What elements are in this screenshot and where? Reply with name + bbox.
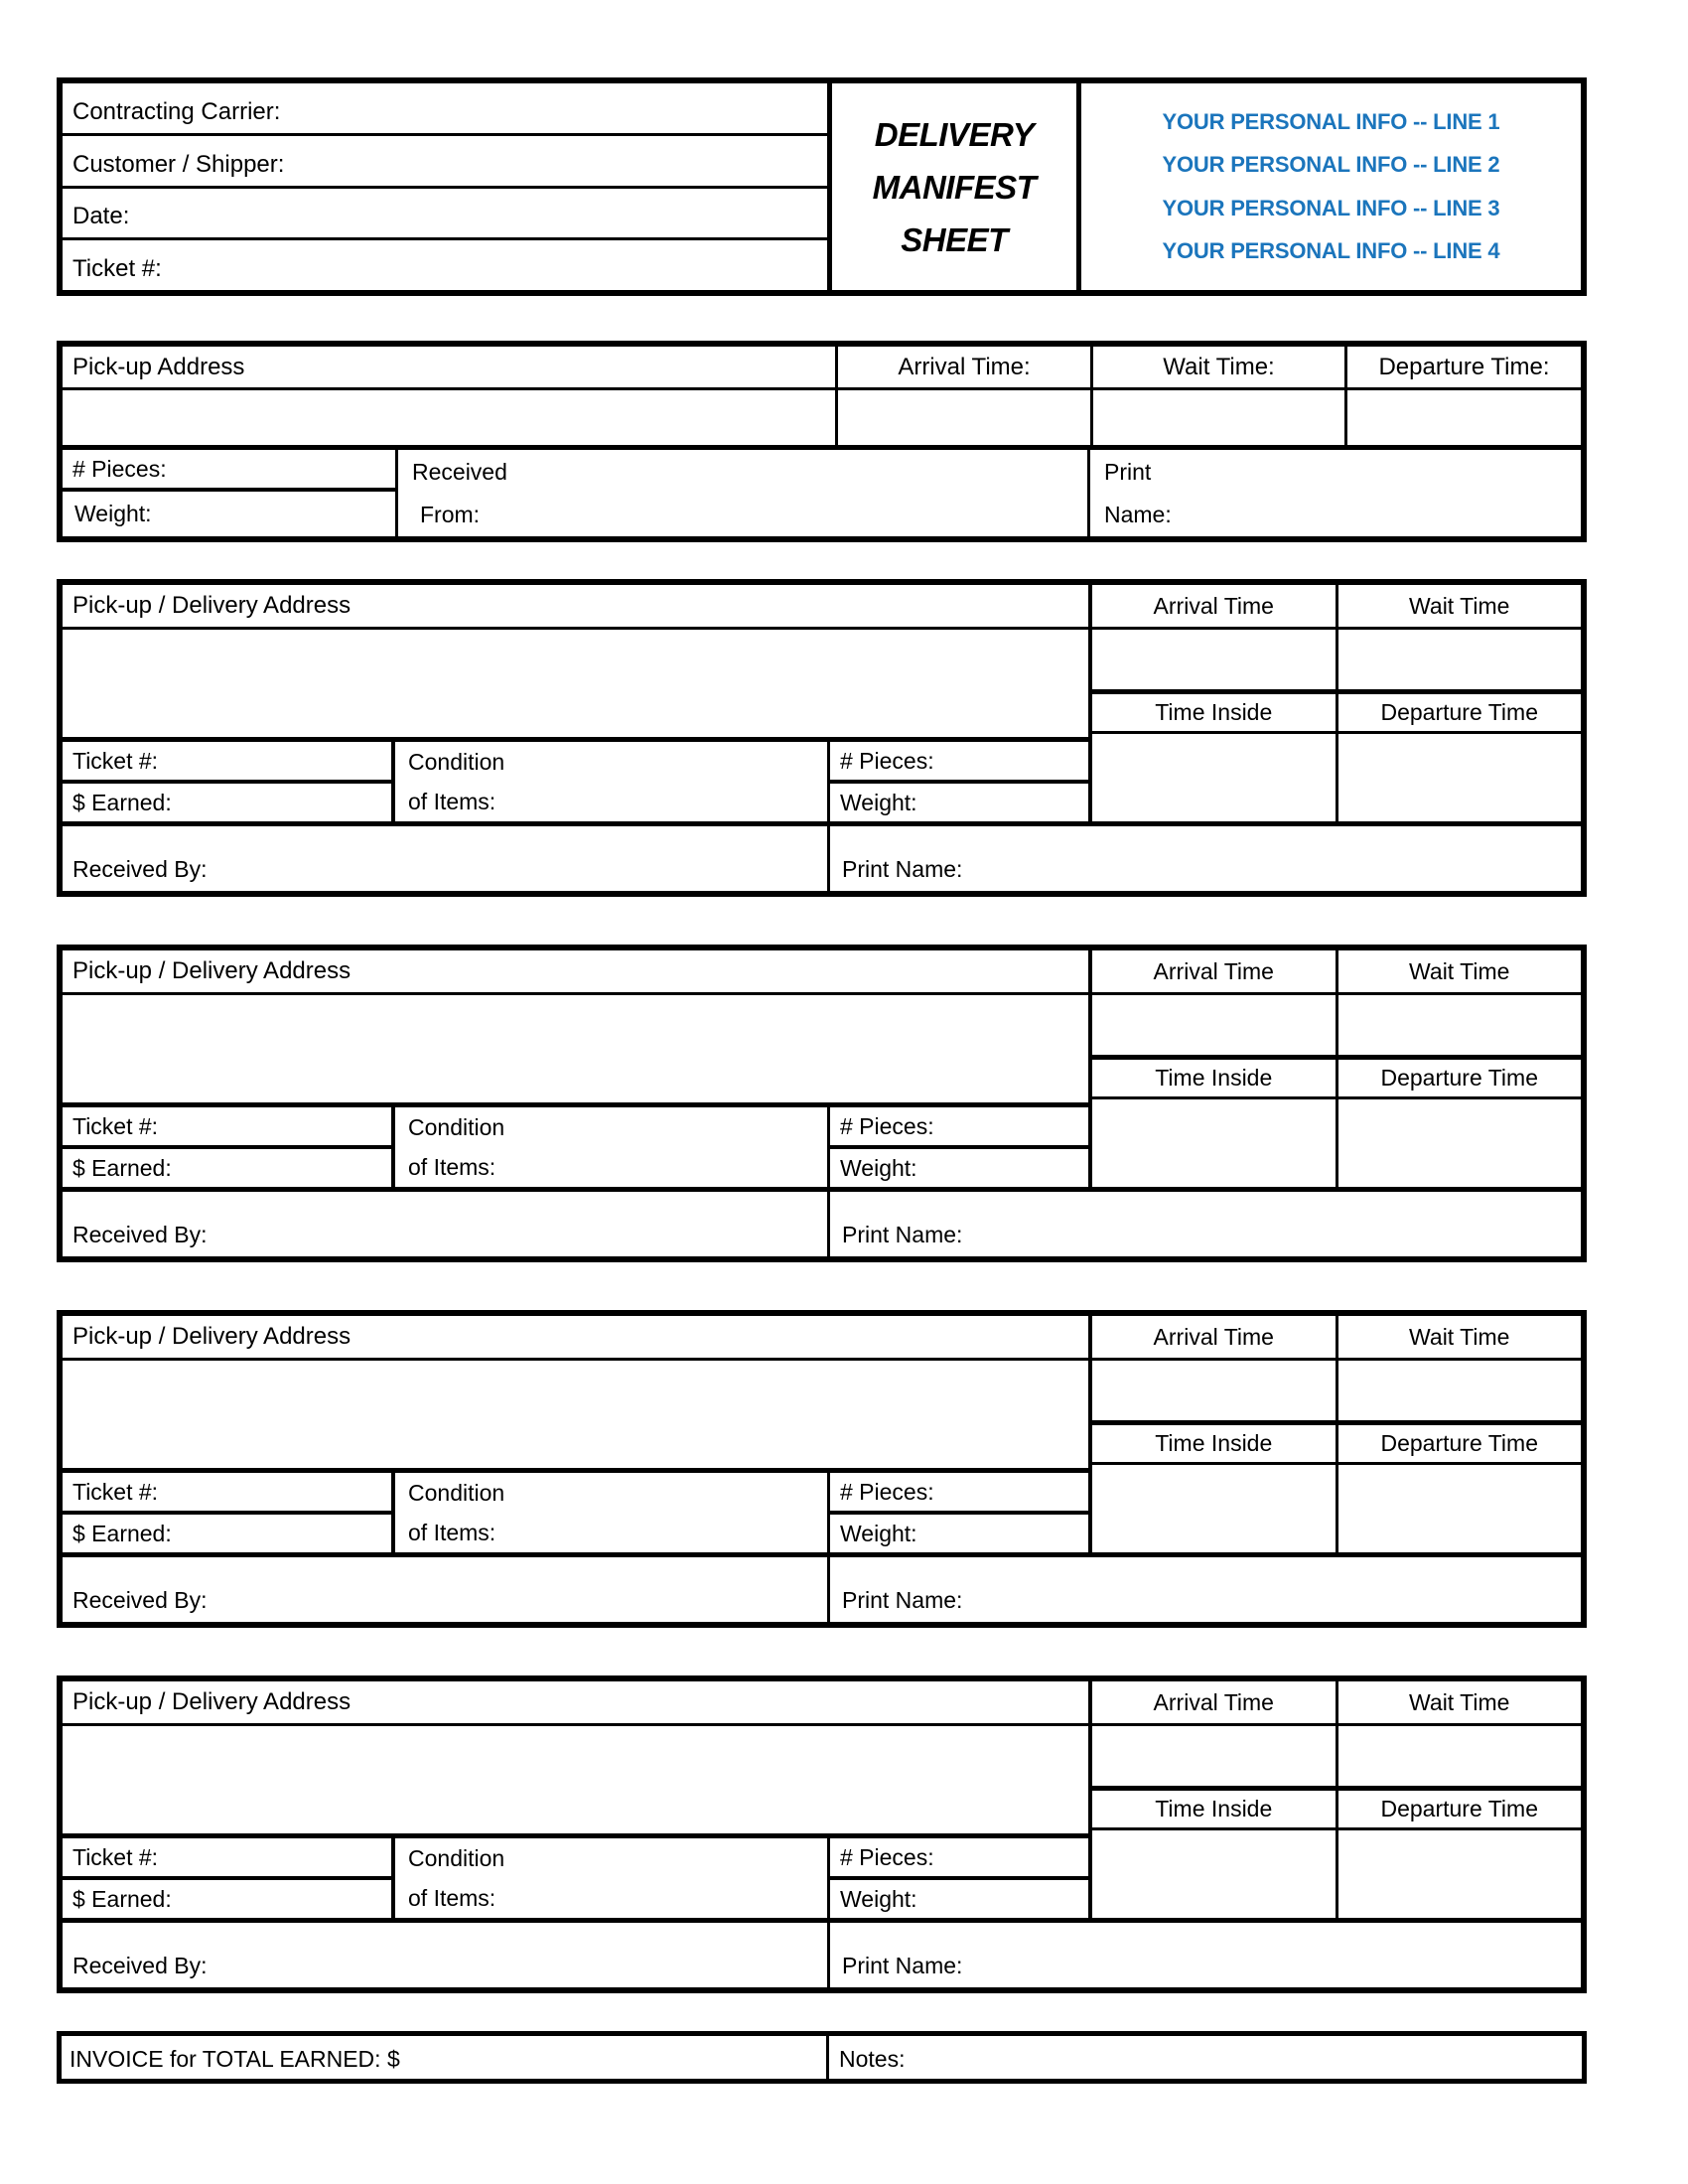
pieces-label: # Pieces: bbox=[830, 1473, 1088, 1515]
personal-info-line3: YOUR PERSONAL INFO -- LINE 3 bbox=[1162, 195, 1500, 220]
ticket-earned-cell bbox=[63, 1473, 395, 1552]
received-by-label: Received By: bbox=[63, 826, 830, 891]
condition-label-line2: of Items: bbox=[408, 1519, 496, 1545]
time-inside-fill-area[interactable] bbox=[1092, 1099, 1336, 1187]
received-by-label: Received By: bbox=[63, 1923, 830, 1987]
departure-time-header: Departure Time bbox=[1336, 694, 1582, 731]
form-title bbox=[832, 83, 1081, 290]
ticket-number-label: Ticket #: bbox=[63, 742, 391, 784]
weight-label: Weight: bbox=[840, 1520, 917, 1546]
delivery-section-1 bbox=[57, 579, 1587, 897]
form-title-line2: MANIFEST bbox=[872, 168, 1037, 206]
condition-of-items-cell bbox=[395, 1107, 830, 1187]
time-inside-fill-area[interactable] bbox=[1092, 1830, 1336, 1918]
weight-label: Weight: bbox=[840, 1154, 917, 1181]
departure-time-fill-area[interactable] bbox=[1336, 1099, 1582, 1187]
time-inside-header: Time Inside bbox=[1155, 1796, 1273, 1821]
pickup-section bbox=[57, 341, 1587, 542]
departure-time-header: Departure Time bbox=[1336, 1060, 1582, 1096]
condition-of-items-cell bbox=[395, 1473, 830, 1552]
ticket-earned-cell bbox=[63, 1838, 395, 1918]
arrival-time-fill-area[interactable] bbox=[1092, 1361, 1336, 1420]
weight-label: Weight: bbox=[840, 789, 917, 815]
condition-label-line1: Condition bbox=[408, 748, 505, 775]
pieces-weight-cell bbox=[63, 450, 398, 536]
pieces-label: # Pieces: bbox=[63, 450, 395, 492]
pieces-weight-cell bbox=[830, 742, 1088, 821]
delivery-address-fill-area[interactable] bbox=[63, 995, 1088, 1107]
wait-time-header: Wait Time bbox=[1336, 1316, 1582, 1358]
condition-label-line2: of Items: bbox=[408, 1884, 496, 1911]
pieces-label: # Pieces: bbox=[830, 1838, 1088, 1880]
arrival-time-header: Arrival Time bbox=[1153, 1323, 1274, 1350]
print-name-label: Print Name: bbox=[842, 1222, 963, 1247]
invoice-footer bbox=[57, 2031, 1587, 2084]
arrival-time-header: Arrival Time: bbox=[838, 347, 1090, 390]
delivery-section-body bbox=[63, 585, 1581, 821]
ticket-number-label: Ticket #: bbox=[63, 1107, 391, 1149]
wait-time-header: Wait Time: bbox=[1093, 347, 1344, 390]
customer-shipper-field[interactable]: Customer / Shipper: bbox=[63, 136, 827, 189]
form-header bbox=[57, 77, 1587, 296]
pieces-label: # Pieces: bbox=[830, 742, 1088, 784]
condition-label-line1: Condition bbox=[408, 1113, 505, 1140]
form-title-line3: SHEET bbox=[901, 220, 1008, 258]
condition-of-items-cell bbox=[395, 1838, 830, 1918]
form-title-line1: DELIVERY bbox=[874, 115, 1035, 153]
condition-label-line2: of Items: bbox=[408, 1153, 496, 1180]
received-from-label-line2: From: bbox=[420, 502, 481, 527]
date-field[interactable]: Date: bbox=[63, 189, 827, 241]
arrival-time-fill-area[interactable] bbox=[838, 390, 1090, 445]
ticket-number-label: Ticket #: bbox=[63, 1473, 391, 1515]
print-name-label-line1: Print bbox=[1104, 458, 1152, 485]
arrival-time-header: Arrival Time bbox=[1153, 1688, 1274, 1715]
pickup-address-header: Pick-up Address bbox=[63, 347, 835, 390]
personal-info-line4: YOUR PERSONAL INFO -- LINE 4 bbox=[1162, 238, 1500, 264]
pickup-address-fill-area[interactable] bbox=[63, 390, 835, 445]
pieces-weight-cell bbox=[830, 1107, 1088, 1187]
received-from-cell bbox=[398, 450, 1090, 536]
received-from-label-line1: Received bbox=[412, 458, 507, 485]
delivery-address-header: Pick-up / Delivery Address bbox=[63, 585, 1088, 630]
delivery-section-body bbox=[63, 950, 1581, 1187]
ticket-earned-cell bbox=[63, 1107, 395, 1187]
departure-time-fill-area[interactable] bbox=[1336, 1830, 1582, 1918]
delivery-section-3 bbox=[57, 1310, 1587, 1628]
delivery-section-4 bbox=[57, 1675, 1587, 1993]
carrier-info-block bbox=[63, 83, 832, 290]
departure-time-fill-area[interactable] bbox=[1336, 734, 1582, 821]
received-by-label: Received By: bbox=[63, 1192, 830, 1256]
print-name-label: Print Name: bbox=[842, 856, 963, 882]
arrival-time-header: Arrival Time bbox=[1153, 592, 1274, 619]
print-name-label-line2: Name: bbox=[1104, 502, 1172, 527]
earned-label: $ Earned: bbox=[72, 789, 172, 815]
ticket-number-field[interactable]: Ticket #: bbox=[72, 255, 162, 282]
wait-time-fill-area[interactable] bbox=[1336, 1361, 1582, 1420]
departure-time-header: Departure Time: bbox=[1347, 347, 1581, 390]
condition-label-line1: Condition bbox=[408, 1844, 505, 1871]
departure-time-header: Departure Time bbox=[1336, 1791, 1582, 1827]
print-name-label: Print Name: bbox=[842, 1953, 963, 1978]
notes-label[interactable]: Notes: bbox=[839, 2046, 906, 2072]
time-inside-header: Time Inside bbox=[1155, 1430, 1273, 1456]
personal-info-line1: YOUR PERSONAL INFO -- LINE 1 bbox=[1162, 108, 1500, 134]
arrival-time-fill-area[interactable] bbox=[1092, 995, 1336, 1055]
departure-time-fill-area[interactable] bbox=[1336, 1465, 1582, 1552]
delivery-address-header: Pick-up / Delivery Address bbox=[63, 950, 1088, 995]
earned-label: $ Earned: bbox=[72, 1154, 172, 1181]
delivery-address-fill-area[interactable] bbox=[63, 1361, 1088, 1473]
ticket-earned-cell bbox=[63, 742, 395, 821]
contracting-carrier-field[interactable]: Contracting Carrier: bbox=[63, 83, 827, 136]
time-inside-header: Time Inside bbox=[1155, 699, 1273, 725]
condition-label-line2: of Items: bbox=[408, 788, 496, 814]
delivery-address-fill-area[interactable] bbox=[63, 630, 1088, 742]
departure-time-fill-area[interactable] bbox=[1347, 390, 1581, 445]
earned-label: $ Earned: bbox=[72, 1885, 172, 1912]
invoice-total-label[interactable]: INVOICE for TOTAL EARNED: $ bbox=[62, 2036, 829, 2079]
wait-time-header: Wait Time bbox=[1336, 1681, 1582, 1723]
weight-label: Weight: bbox=[74, 501, 152, 526]
personal-info-block bbox=[1081, 83, 1581, 290]
condition-of-items-cell bbox=[395, 742, 830, 821]
condition-label-line1: Condition bbox=[408, 1479, 505, 1506]
time-inside-header: Time Inside bbox=[1155, 1065, 1273, 1091]
delivery-section-body bbox=[63, 1316, 1581, 1552]
delivery-section-2 bbox=[57, 945, 1587, 1262]
arrival-time-header: Arrival Time bbox=[1153, 957, 1274, 984]
earned-label: $ Earned: bbox=[72, 1520, 172, 1546]
time-inside-fill-area[interactable] bbox=[1092, 734, 1336, 821]
pieces-weight-cell bbox=[830, 1838, 1088, 1918]
print-name-cell bbox=[1090, 450, 1581, 536]
print-name-label: Print Name: bbox=[842, 1587, 963, 1613]
wait-time-header: Wait Time bbox=[1336, 585, 1582, 627]
pieces-label: # Pieces: bbox=[830, 1107, 1088, 1149]
delivery-address-header: Pick-up / Delivery Address bbox=[63, 1316, 1088, 1361]
personal-info-line2: YOUR PERSONAL INFO -- LINE 2 bbox=[1162, 152, 1500, 178]
delivery-address-header: Pick-up / Delivery Address bbox=[63, 1681, 1088, 1726]
wait-time-header: Wait Time bbox=[1336, 950, 1582, 992]
weight-label: Weight: bbox=[840, 1885, 917, 1912]
delivery-section-body bbox=[63, 1681, 1581, 1918]
arrival-time-fill-area[interactable] bbox=[1092, 1726, 1336, 1786]
departure-time-header: Departure Time bbox=[1336, 1425, 1582, 1462]
received-by-label: Received By: bbox=[63, 1557, 830, 1622]
wait-time-fill-area[interactable] bbox=[1336, 630, 1582, 689]
ticket-number-label: Ticket #: bbox=[63, 1838, 391, 1880]
arrival-time-fill-area[interactable] bbox=[1092, 630, 1336, 689]
delivery-address-fill-area[interactable] bbox=[63, 1726, 1088, 1838]
pieces-weight-cell bbox=[830, 1473, 1088, 1552]
time-inside-fill-area[interactable] bbox=[1092, 1465, 1336, 1552]
wait-time-fill-area[interactable] bbox=[1336, 1726, 1582, 1786]
wait-time-fill-area[interactable] bbox=[1336, 995, 1582, 1055]
wait-time-fill-area[interactable] bbox=[1093, 390, 1344, 445]
